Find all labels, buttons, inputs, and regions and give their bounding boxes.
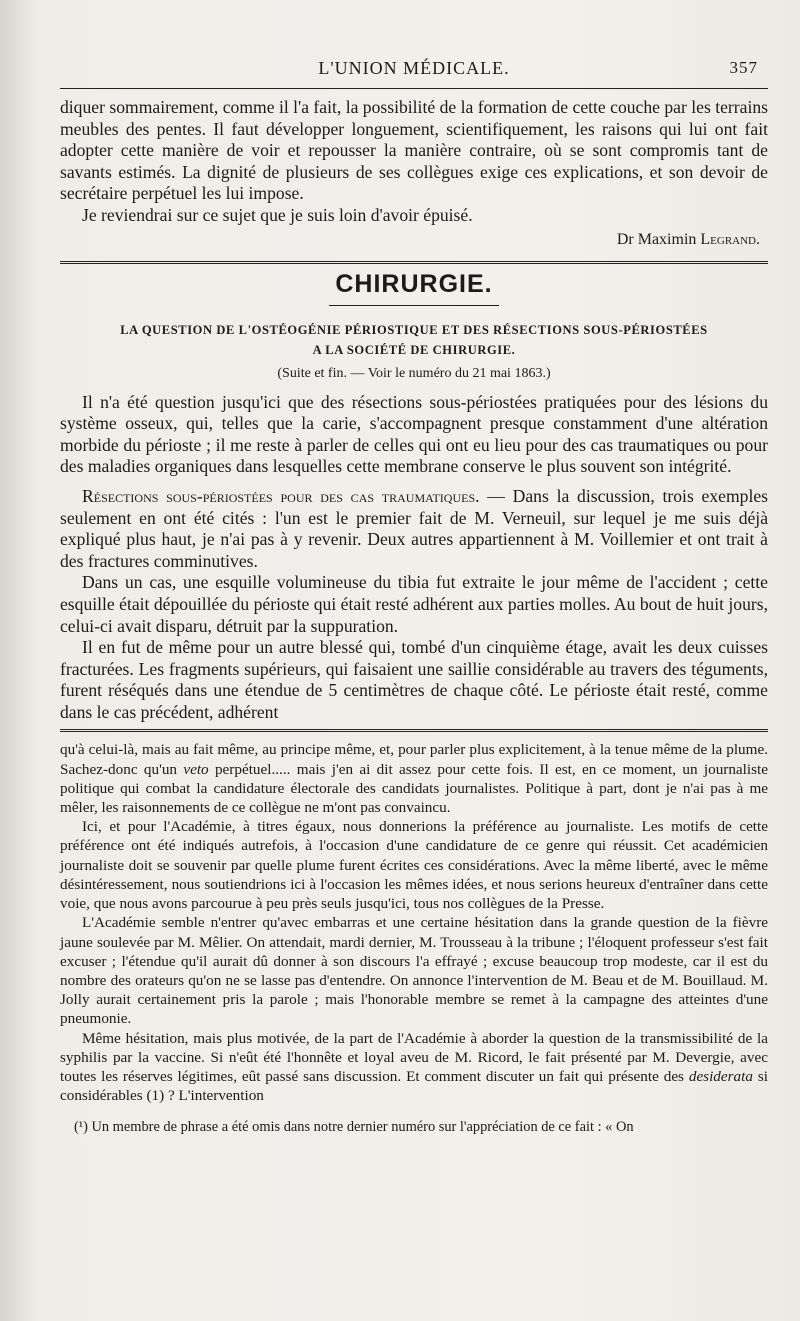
feuilleton-body — [60, 740, 768, 1105]
feuilleton-paragraph-3: L'Académie semble n'entrer qu'avec embarras et une certaine hésitation dans la grande question de la fièvre jaune soulevée par M. Mêlier. On attendait, mardi dernier, M. Trousseau à la tribune ; l'éloquent professeur s'est fait excuser ; l'étendue qu'il aurait dû donner à son discours l'a effrayé ; excuse beaucoup trop modeste, car il est du nombre des orateurs qu'on ne se lasse pas d'entendre. On annonce l'intervention de M. Beau et de M. Bouillaud. M. Jolly aurait certainement pris la parole ; mais l'honorable membre se remet à la campagne des atteintes d'une pneumonie. — [60, 914, 768, 1028]
top-paragraph-2: Je reviendrai sur ce sujet que je suis loin d'avoir épuisé. — [82, 204, 473, 225]
footnote: (¹) Un membre de phrase a été omis dans notre dernier numéro sur l'appréciation de ce fait : « On — [74, 1119, 634, 1136]
feuilleton-paragraph-1 — [60, 740, 768, 817]
signature-prefix: Dr Maximin — [616, 230, 701, 248]
feuilleton-separator-rule — [60, 729, 768, 732]
feuilleton-p4-a: Même hésitation, mais plus motivée, de la part de l'Académie à aborder la question de la transmissibilité de la syphilis par la vaccine. Si n'eût été l'honnête et loyal aveu de M. Ricord, le fait présenté par M. Devergie, avec toutes les réserves légitimes, eût passé sans discussion. Et comment discuter un fait qui présente des — [60, 1029, 768, 1085]
chirurgie-paragraph-4: Il en fut de même pour un autre blessé qui, tombé d'un cinquième étage, avait les deux cuisses fracturées. Les fragments supérieurs, qui faisaient une saillie considérable au travers des téguments, furent réséqués dans une étendue de 5 centimètres de chaque côté. Le périoste était resté, comme dans le cas précédent, adhérent — [60, 637, 768, 722]
continuation-note: (Suite et fin. — Voir le numéro du 21 mai 1863.) — [277, 365, 551, 381]
chirurgie-article-body — [60, 392, 768, 724]
section-separator-rule — [60, 261, 768, 264]
feuilleton-p1-b: perpétuel..... mais j'en ai dit assez pour cette fois. Il est, en ce moment, un journaliste politique qui combat la candidature électorale des candidats journalistes. Politique à part, dont je n'ai pas à me mêler, les raisonnements de ce collègue ne m'ont pas convaincu. — [60, 760, 768, 817]
chirurgie-paragraph-3: Dans un cas, une esquille volumineuse du tibia fut extraite le jour même de l'accident ; cette esquille était dépouillée du périoste qui était resté adhérent aux parties molles. Au bout de huit jours, celui-ci avait disparu, détruit par la suppuration. — [60, 572, 768, 636]
page-number: 357 — [729, 58, 758, 77]
feuilleton-paragraph-4 — [60, 1029, 768, 1106]
signature-name: Legrand. — [700, 230, 760, 248]
top-article-end — [60, 97, 768, 227]
header-rule — [60, 88, 768, 89]
article-title — [60, 320, 768, 360]
feuilleton-paragraph-2: Ici, et pour l'Académie, à titres égaux, nous donnerions la préférence au journaliste. Les motifs de cette préférence ont été indiqués autrefois, à l'occasion d'une candidature de ce genre qui réussit. Cet académicien journaliste doit se souvenir par quelle plume furent écrites ces considérations. Avec la même liberté, avec le même désintéressement, nous soutiendrions ici à l'occasion les mêmes idées, et nous serions heureux d'entraîner dans cette voie, que nous avons parcourue à peu près seuls jusqu'ici, tous nos collègues de la Presse. — [60, 818, 768, 913]
chirurgie-paragraph-2 — [60, 486, 768, 572]
section-title: CHIRURGIE. — [335, 269, 493, 298]
subsection-heading: Résections sous-périostées pour des cas traumatiques. — [82, 485, 480, 506]
top-paragraph-1: diquer sommairement, comme il l'a fait, la possibilité de la formation de cette couche par les terrains meubles des pentes. Il faut développer longuement, scientifiquement, les raisons qui lui ont fait adopter cette manière de voir et repousser la manière contraire, où se sont compromis tant de savants estimés. La dignité de plusieurs de ses collègues exige ces explications, et son devoir de secrétaire perpétuel les lui impose. — [60, 97, 768, 204]
feuilleton-veto: veto — [183, 760, 209, 778]
chirurgie-paragraph-2-text: — Dans la discussion, trois exemples seulement en ont été cités : l'un est le premier fait de M. Verneuil, sur lequel je me suis déjà expliqué plus haut, je n'ai pas à y revenir. Deux autres appartiennent à M. Voillemier et ont trait à des fractures comminutives. — [60, 485, 768, 571]
chirurgie-paragraph-1: Il n'a été question jusqu'ici que des résections sous-périostées pratiquées pour des lésions du système osseux, qui, telles que la carie, s'accompagnent presque constamment d'une altération morbide du périoste ; il me reste à parler de celles qui ont eu lieu pour des cas traumatiques ou pour des maladies organiques dans lesquelles cette membrane conserve le plus souvent son intégrité. — [60, 391, 768, 477]
feuilleton-desiderata: desiderata — [688, 1067, 753, 1085]
section-title-underline — [329, 305, 499, 306]
article-title-line-2: A LA SOCIÉTÉ DE CHIRURGIE. — [312, 342, 516, 357]
signature — [60, 231, 768, 249]
page-header — [60, 58, 768, 88]
feuilleton-p1-a: qu'à celui-là, mais au fait même, au principe même, et, pour parler plus explicitement, à la tenue même de la plume. Sachez-donc qu'un — [60, 741, 768, 778]
journal-title: L'UNION MÉDICALE. — [318, 58, 510, 78]
article-title-line-1: LA QUESTION DE L'OSTÉOGÉNIE PÉRIOSTIQUE ET DES RÉSECTIONS SOUS-PÉRIOSTÉES — [120, 322, 708, 337]
feuilleton-p4-b: si considérables (1) ? L'intervention — [60, 1067, 768, 1105]
